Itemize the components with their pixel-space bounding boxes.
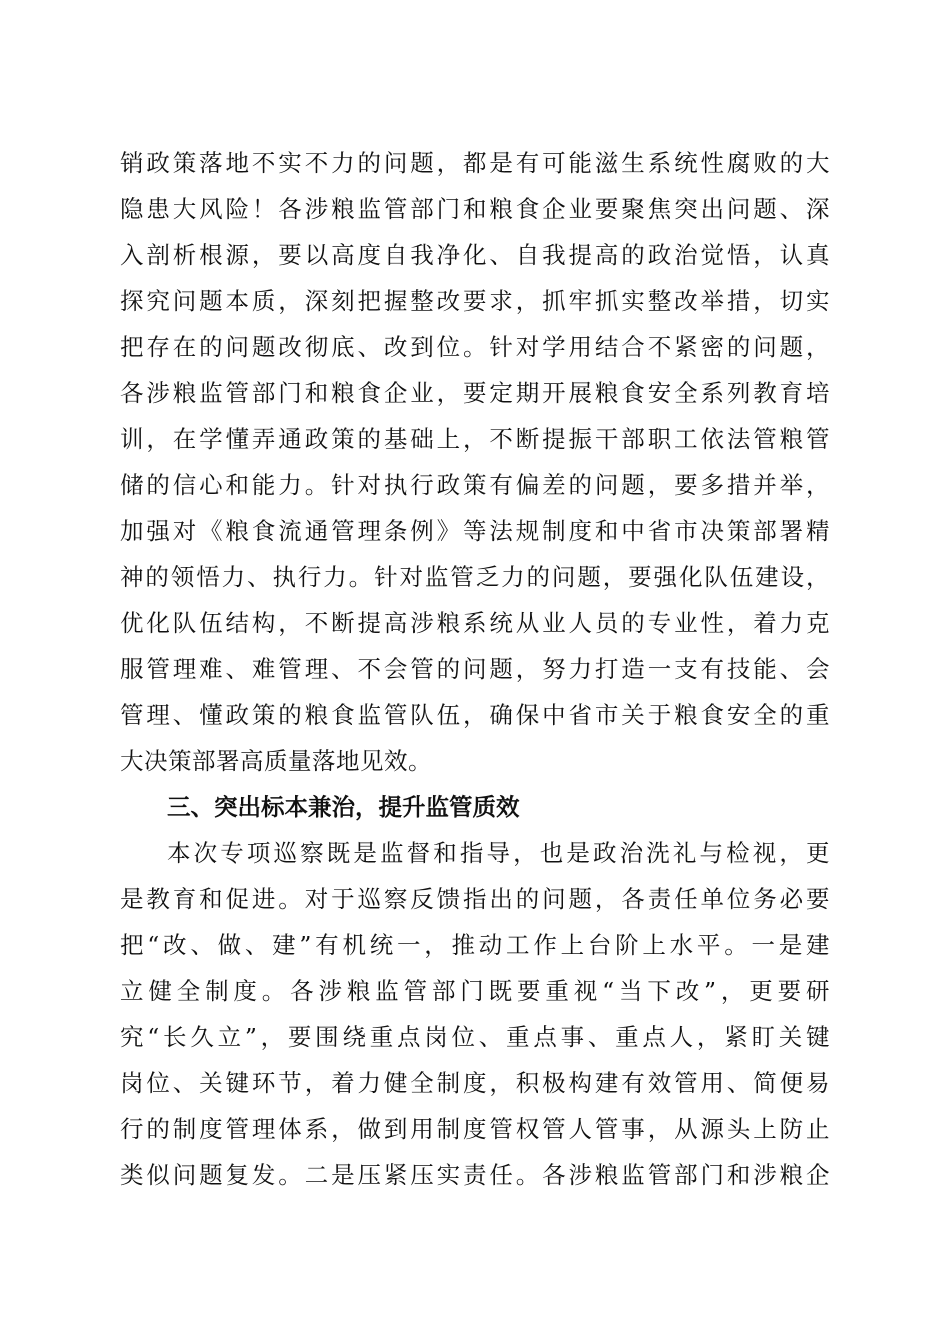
paragraph-1-line-5: 把存在的问题改彻底、改到位。针对学用结合不紧密的问题， — [120, 333, 830, 361]
paragraph-2-line-4: 立健全制度。各涉粮监管部门既要重视“当下改”，更要研 — [120, 977, 830, 1005]
paragraph-1-line-14: 大决策部署高质量落地见效。 — [120, 747, 432, 775]
paragraph-1-line-4: 探究问题本质，深刻把握整改要求，抓牢抓实整改举措，切实 — [120, 287, 830, 315]
paragraph-1-line-10: 神的领悟力、执行力。针对监管乏力的问题，要强化队伍建设， — [120, 563, 830, 591]
paragraph-2-line-8: 类似问题复发。二是压紧压实责任。各涉粮监管部门和涉粮企 — [120, 1161, 830, 1189]
paragraph-1-line-13: 管理、懂政策的粮食监管队伍，确保中省市关于粮食安全的重 — [120, 701, 830, 729]
paragraph-2-line-7: 行的制度管理体系，做到用制度管权管人管事，从源头上防止 — [120, 1115, 830, 1143]
paragraph-2-line-2: 是教育和促进。对于巡察反馈指出的问题，各责任单位务必要 — [120, 885, 830, 913]
paragraph-1-line-7: 训，在学懂弄通政策的基础上，不断提振干部职工依法管粮管 — [120, 425, 830, 453]
paragraph-2-line-5: 究“长久立”，要围绕重点岗位、重点事、重点人，紧盯关键 — [120, 1023, 830, 1051]
section-heading: 三、突出标本兼治，提升监管质效 — [167, 793, 520, 821]
document-body — [120, 140, 830, 1198]
paragraph-1-line-2: 隐患大风险！各涉粮监管部门和粮食企业要聚焦突出问题、深 — [120, 195, 830, 223]
paragraph-1-line-12: 服管理难、难管理、不会管的问题，努力打造一支有技能、会 — [120, 655, 830, 683]
paragraph-1-line-6: 各涉粮监管部门和粮食企业，要定期开展粮食安全系列教育培 — [120, 379, 830, 407]
paragraph-1-line-8: 储的信心和能力。针对执行政策有偏差的问题，要多措并举， — [120, 471, 830, 499]
paragraph-1-line-9: 加强对《粮食流通管理条例》等法规制度和中省市决策部署精 — [120, 517, 830, 545]
paragraph-2-line-6: 岗位、关键环节，着力健全制度，积极构建有效管用、简便易 — [120, 1069, 830, 1097]
paragraph-1-line-1: 销政策落地不实不力的问题，都是有可能滋生系统性腐败的大 — [120, 149, 830, 177]
paragraph-1-line-3: 入剖析根源，要以高度自我净化、自我提高的政治觉悟，认真 — [120, 241, 830, 269]
paragraph-2-line-3: 把“改、做、建”有机统一，推动工作上台阶上水平。一是建 — [120, 931, 830, 959]
paragraph-1-line-11: 优化队伍结构，不断提高涉粮系统从业人员的专业性，着力克 — [120, 609, 830, 637]
paragraph-2-line-1: 本次专项巡察既是监督和指导，也是政治洗礼与检视，更 — [167, 839, 830, 867]
